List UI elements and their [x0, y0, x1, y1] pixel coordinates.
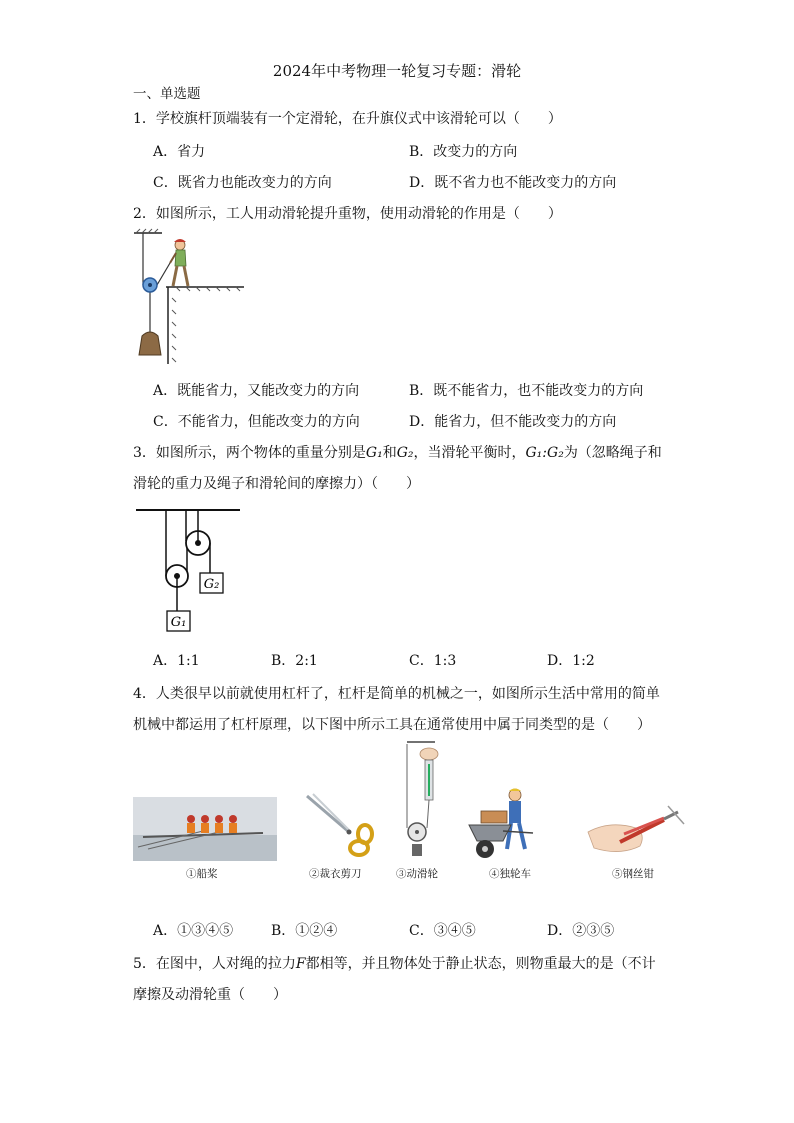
- question-4-line-1: 4．人类很早以前就使用杠杆了，杠杆是简单的机械之一，如图所示生活中常用的简单: [133, 686, 660, 702]
- caption-wheelbarrow: ④独轮车: [489, 868, 531, 880]
- ratio-symbol: G₁:G₂: [525, 445, 564, 461]
- caption-oar: ①船桨: [186, 868, 218, 880]
- question-5-line-2: 摩擦及动滑轮重（ ）: [133, 987, 287, 1003]
- pulley-system-figure: [132, 503, 244, 635]
- q2-option-a[interactable]: A．既能省力，又能改变力的方向: [153, 383, 360, 399]
- q2-option-c[interactable]: C．不能省力，但能改变力的方向: [153, 414, 360, 430]
- question-4-line-2: 机械中都运用了杠杆原理，以下图中所示工具在通常使用中属于同类型的是（ ）: [133, 717, 651, 733]
- q4-option-c[interactable]: C．③④⑤: [409, 923, 476, 939]
- caption-movable-pulley: ③动滑轮: [396, 868, 438, 880]
- caption-scissors: ②裁衣剪刀: [309, 868, 362, 880]
- question-1-text: 1．学校旗杆顶端装有一个定滑轮，在升旗仪式中该滑轮可以（ ）: [133, 111, 562, 127]
- wheelbarrow-image: [463, 783, 553, 861]
- q4-option-a[interactable]: A．①③④⑤: [153, 923, 234, 939]
- q2-option-d[interactable]: D．能省力，但不能改变力的方向: [409, 414, 617, 430]
- rowing-boat-image: [133, 797, 277, 861]
- q3-option-c[interactable]: C．1:3: [409, 653, 457, 669]
- section-heading: 一、单选题: [133, 86, 201, 102]
- q4-option-b[interactable]: B．①②④: [271, 923, 338, 939]
- movable-pulley-image: [397, 740, 443, 862]
- q1-option-a[interactable]: A．省力: [153, 144, 206, 160]
- q3-option-a[interactable]: A．1:1: [153, 653, 200, 669]
- force-symbol: F: [295, 956, 306, 972]
- question-3-line-1: 3．如图所示，两个物体的重量分别是G₁和G₂，当滑轮平衡时，G₁:G₂为（忽略绳子和: [133, 445, 662, 461]
- pliers-image: [580, 802, 688, 860]
- q1-option-d[interactable]: D．既不省力也不能改变力的方向: [409, 175, 617, 191]
- q2-option-b[interactable]: B．既不能省力，也不能改变力的方向: [409, 383, 644, 399]
- question-3-line-2: 滑轮的重力及绳子和滑轮间的摩擦力）（ ）: [133, 476, 420, 492]
- g2-symbol: G₂: [396, 445, 414, 461]
- q3-option-d[interactable]: D．1:2: [547, 653, 595, 669]
- g1-symbol: G₁: [365, 445, 383, 461]
- q1-option-c[interactable]: C．既省力也能改变力的方向: [153, 175, 332, 191]
- q3-option-b[interactable]: B．2:1: [271, 653, 318, 669]
- scissors-image: [303, 792, 377, 860]
- q4-option-d[interactable]: D．②③⑤: [547, 923, 615, 939]
- question-5-line-1: 5．在图中，人对绳的拉力F都相等，并且物体处于静止状态，则物重最大的是（不计: [133, 956, 656, 972]
- q1-option-b[interactable]: B．改变力的方向: [409, 144, 518, 160]
- page-title: 2024年中考物理一轮复习专题：滑轮: [272, 62, 522, 80]
- figure-g2-label: G₂: [203, 577, 220, 592]
- worker-pulley-figure: [128, 228, 250, 368]
- question-2-text: 2．如图所示，工人用动滑轮提升重物，使用动滑轮的作用是（ ）: [133, 206, 562, 222]
- figure-g1-label: G₁: [170, 615, 187, 630]
- caption-pliers: ⑤钢丝钳: [612, 868, 654, 880]
